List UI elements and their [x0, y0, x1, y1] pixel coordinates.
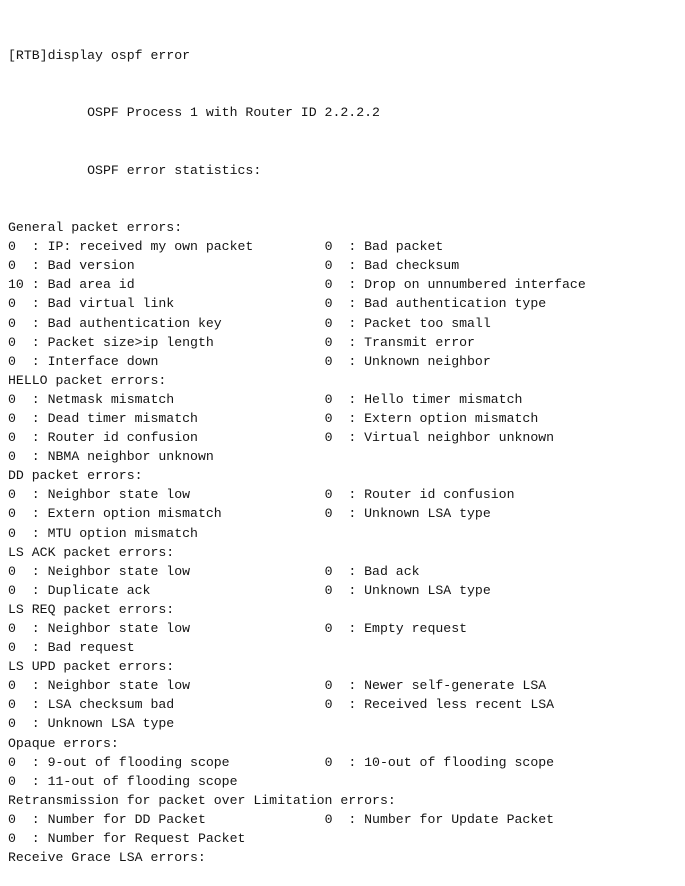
separator: : — [31, 640, 48, 656]
separator: : — [31, 487, 48, 503]
separator: : — [348, 754, 365, 770]
error-row — [8, 619, 680, 638]
separator: : — [31, 391, 48, 407]
error-label: Duplicate ack — [47, 582, 325, 598]
error-count: 0 — [8, 449, 32, 465]
separator: : — [348, 697, 365, 713]
error-label: Bad virtual link — [47, 296, 325, 312]
error-row — [8, 695, 680, 714]
error-count: 0 — [8, 410, 32, 426]
error-label: Extern option mismatch — [47, 506, 325, 522]
error-row — [8, 638, 680, 657]
error-label: Received less recent LSA — [364, 697, 555, 713]
section-title: HELLO packet errors: — [8, 372, 167, 388]
separator: : — [31, 353, 48, 369]
error-row — [8, 237, 680, 256]
separator: : — [348, 678, 365, 694]
error-count: 0 — [8, 525, 32, 541]
separator: : — [31, 563, 48, 579]
error-label: Router id confusion — [47, 430, 325, 446]
error-label: Bad packet — [364, 239, 444, 255]
error-count: 0 — [8, 773, 32, 789]
error-row — [8, 409, 680, 428]
section-title: DD packet errors: — [8, 468, 143, 484]
error-label: Interface down — [47, 353, 325, 369]
error-label: Bad checksum — [364, 258, 460, 274]
error-count: 0 — [8, 563, 32, 579]
error-count: 0 — [8, 697, 32, 713]
error-row — [8, 294, 680, 313]
process-header: OSPF Process 1 with Router ID 2.2.2.2 — [8, 105, 380, 121]
error-row — [8, 275, 680, 294]
separator: : — [31, 697, 48, 713]
section-title: Opaque errors: — [8, 735, 119, 751]
error-row — [8, 562, 680, 581]
error-label: Packet too small — [364, 315, 491, 331]
separator: : — [348, 296, 365, 312]
error-sections — [8, 218, 680, 867]
error-label: Bad area id — [47, 277, 325, 293]
error-count: 0 — [8, 811, 32, 827]
error-label: 11-out of flooding scope — [47, 773, 325, 789]
error-count: 0 — [324, 410, 349, 426]
error-label: Bad authentication type — [364, 296, 547, 312]
error-label: 10-out of flooding scope — [364, 754, 555, 770]
error-count: 0 — [324, 697, 349, 713]
separator: : — [348, 811, 365, 827]
command-line: [RTB]display ospf error — [8, 48, 191, 64]
error-count: 0 — [324, 277, 349, 293]
statistics-header: OSPF error statistics: — [8, 162, 262, 178]
section-title: LS UPD packet errors: — [8, 659, 175, 675]
error-label: Number for DD Packet — [47, 811, 325, 827]
error-row — [8, 256, 680, 275]
error-count: 0 — [324, 353, 349, 369]
separator: : — [31, 239, 48, 255]
error-row — [8, 314, 680, 333]
error-label: Unknown LSA type — [364, 582, 491, 598]
separator: : — [348, 277, 365, 293]
error-label: Bad request — [47, 640, 325, 656]
separator: : — [31, 258, 48, 274]
error-count: 0 — [324, 430, 349, 446]
error-label: Empty request — [364, 621, 468, 636]
error-label: Transmit error — [364, 334, 475, 350]
error-count: 0 — [324, 391, 349, 407]
error-label: Neighbor state low — [47, 563, 325, 579]
error-label: Netmask mismatch — [47, 391, 325, 407]
error-count: 0 — [8, 582, 32, 598]
error-count: 0 — [8, 640, 32, 656]
error-count: 0 — [8, 487, 32, 503]
error-count: 0 — [324, 258, 349, 274]
error-label: Bad ack — [364, 563, 420, 579]
error-count: 0 — [8, 353, 32, 369]
error-row — [8, 333, 680, 352]
error-count: 0 — [324, 487, 349, 503]
separator: : — [348, 410, 365, 426]
error-count: 0 — [8, 430, 32, 446]
error-row — [8, 447, 680, 466]
error-label: Bad authentication key — [47, 315, 325, 331]
separator: : — [348, 430, 365, 446]
error-label: Virtual neighbor unknown — [364, 430, 555, 446]
separator: : — [348, 506, 365, 522]
error-count: 0 — [324, 621, 349, 636]
error-label: Number for Update Packet — [364, 811, 555, 827]
separator: : — [348, 334, 365, 350]
error-row — [8, 524, 680, 543]
separator: : — [31, 334, 48, 350]
section-title: LS ACK packet errors: — [8, 544, 175, 560]
separator: : — [31, 678, 48, 694]
separator: : — [348, 391, 365, 407]
separator: : — [31, 315, 48, 331]
error-label: Unknown LSA type — [364, 506, 491, 522]
error-count: 0 — [324, 754, 349, 770]
error-label: Neighbor state low — [47, 621, 325, 636]
error-count: 0 — [324, 239, 349, 255]
separator: : — [31, 449, 48, 465]
error-label: NBMA neighbor unknown — [47, 449, 325, 465]
error-row — [8, 676, 680, 695]
error-label: Unknown LSA type — [47, 716, 325, 732]
error-count: 0 — [8, 678, 32, 694]
error-label: Neighbor state low — [47, 678, 325, 694]
separator: : — [31, 296, 48, 312]
error-label: MTU option mismatch — [47, 525, 325, 541]
error-row — [8, 485, 680, 504]
error-count: 0 — [324, 315, 349, 331]
separator: : — [348, 487, 365, 503]
separator: : — [348, 582, 365, 598]
error-count: 0 — [324, 334, 349, 350]
error-count: 10 — [8, 277, 32, 293]
error-count: 0 — [8, 754, 32, 770]
error-row — [8, 772, 680, 791]
error-label: Router id confusion — [364, 487, 515, 503]
error-count: 0 — [8, 334, 32, 350]
error-label: 9-out of flooding scope — [47, 754, 325, 770]
error-row — [8, 390, 680, 409]
error-count: 0 — [8, 716, 32, 732]
error-count: 0 — [8, 258, 32, 274]
terminal-output — [8, 8, 680, 886]
error-label: Unknown neighbor — [364, 353, 491, 369]
error-count: 0 — [324, 506, 349, 522]
section-title: Receive Grace LSA errors: — [8, 850, 206, 866]
error-count: 0 — [8, 506, 32, 522]
separator: : — [31, 716, 48, 732]
error-label: Hello timer mismatch — [364, 391, 523, 407]
separator: : — [31, 277, 48, 293]
error-count: 0 — [8, 239, 32, 255]
error-count: 0 — [324, 563, 349, 579]
separator: : — [31, 506, 48, 522]
error-label: LSA checksum bad — [47, 697, 325, 713]
error-count: 0 — [8, 831, 32, 847]
error-label: Neighbor state low — [47, 487, 325, 503]
section-title: LS REQ packet errors: — [8, 601, 175, 617]
error-label: Bad version — [47, 258, 325, 274]
error-count: 0 — [8, 621, 32, 636]
error-row — [8, 581, 680, 600]
error-label: Drop on unnumbered interface — [364, 277, 586, 293]
error-label: Newer self-generate LSA — [364, 678, 547, 694]
separator: : — [31, 410, 48, 426]
error-row — [8, 428, 680, 447]
separator: : — [348, 621, 365, 636]
separator: : — [31, 773, 48, 789]
error-label: Packet size>ip length — [47, 334, 325, 350]
separator: : — [31, 754, 48, 770]
separator: : — [348, 315, 365, 331]
error-row — [8, 829, 680, 848]
error-label: Extern option mismatch — [364, 410, 539, 426]
error-count: 0 — [324, 811, 349, 827]
separator: : — [31, 621, 48, 636]
error-row — [8, 352, 680, 371]
separator: : — [31, 430, 48, 446]
separator: : — [348, 353, 365, 369]
separator: : — [31, 582, 48, 598]
separator: : — [31, 525, 48, 541]
section-title: Retransmission for packet over Limitation errors: — [8, 792, 396, 808]
error-count: 0 — [8, 391, 32, 407]
error-row — [8, 714, 680, 733]
separator: : — [348, 563, 365, 579]
error-label: IP: received my own packet — [47, 239, 325, 255]
section-title: General packet errors: — [8, 220, 183, 236]
separator: : — [348, 258, 365, 274]
error-count: 0 — [324, 582, 349, 598]
error-count: 0 — [8, 315, 32, 331]
error-count: 0 — [324, 678, 349, 694]
error-row — [8, 753, 680, 772]
separator: : — [31, 831, 48, 847]
error-label: Number for Request Packet — [47, 831, 325, 847]
error-row — [8, 810, 680, 829]
separator: : — [31, 811, 48, 827]
error-count: 0 — [8, 296, 32, 312]
error-label: Dead timer mismatch — [47, 410, 325, 426]
error-count: 0 — [324, 296, 349, 312]
separator: : — [348, 239, 365, 255]
error-row — [8, 504, 680, 523]
